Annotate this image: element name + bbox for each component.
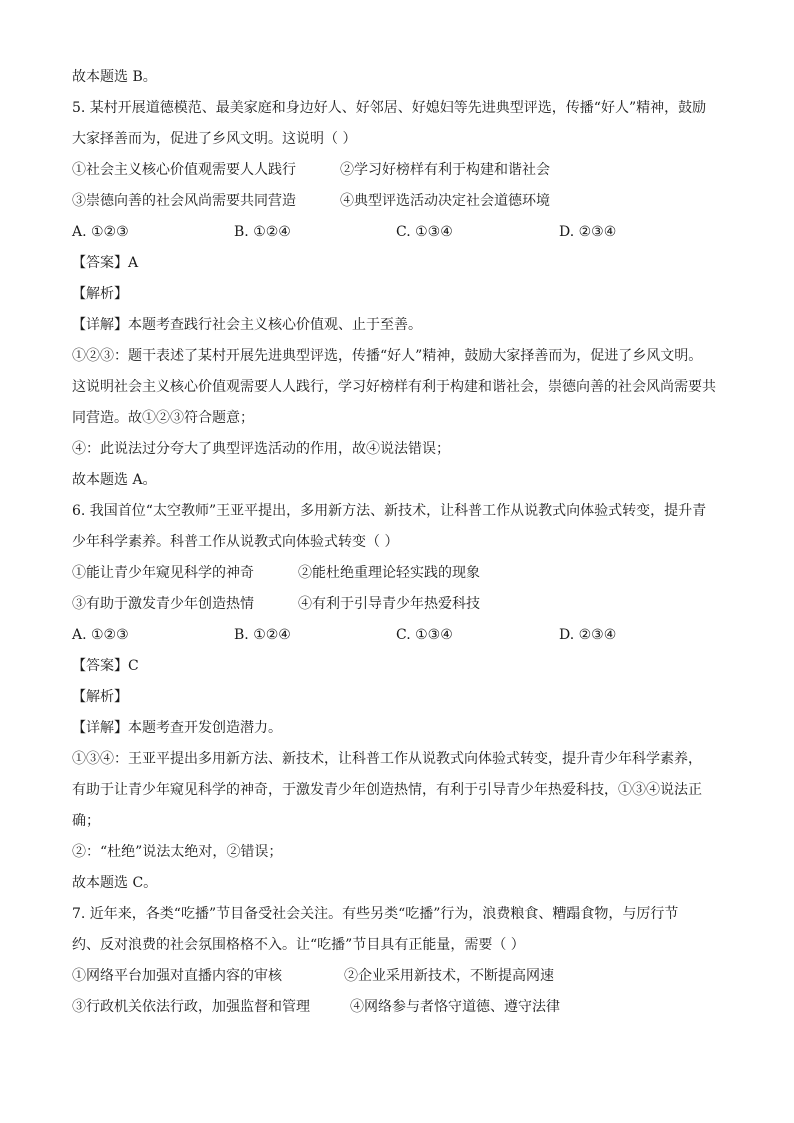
q5-statements-row-1	[72, 155, 732, 186]
document-page	[72, 62, 732, 1023]
q6-answer: 【答案】C	[72, 658, 139, 674]
q6-choice-c: C. ①③④	[396, 627, 453, 643]
question-7-stem: 7. 近年来，各类“吃播”节目备受社会关注。有些另类“吃播”行为，浪费粮食、糟蹋食物，与厉行节	[72, 906, 679, 922]
q6-choice-a: A. ①②③	[72, 627, 129, 643]
question-5-stem-cont: 大家择善而为，促进了乡风文明。这说明（ ）	[72, 131, 357, 147]
q6-conclusion: 故本题选 C。	[72, 875, 158, 891]
q6-explanation: ②：“杜绝”说法太绝对，②错误；	[72, 844, 283, 860]
q5-statement-4: ④典型评选活动决定社会道德环境	[340, 193, 550, 209]
q5-statement-2: ②学习好榜样有利于构建和谐社会	[340, 162, 550, 178]
q5-explanation: 这说明社会主义核心价值观需要人人践行，学习好榜样有利于构建和谐社会，崇德向善的社会风尚需要共	[72, 379, 716, 395]
q5-analysis-heading: 【解析】	[72, 286, 128, 302]
q5-statement-1: ①社会主义核心价值观需要人人践行	[72, 162, 296, 178]
text-line: 故本题选 B。	[72, 69, 157, 85]
q7-statements-row-1	[72, 961, 732, 992]
q6-statement-3: ③有助于激发青少年创造热情	[72, 596, 254, 612]
q6-choice-b: B. ①②④	[234, 627, 291, 643]
q6-statements-row-1	[72, 558, 732, 589]
q5-explanation: ④：此说法过分夸大了典型评选活动的作用，故④说法错误；	[72, 441, 450, 457]
q6-statement-1: ①能让青少年窥见科学的神奇	[72, 565, 254, 581]
q5-choices	[72, 217, 732, 248]
q7-statement-2: ②企业采用新技术，不断提高网速	[344, 968, 554, 984]
q6-explanation: ①③④：王亚平提出多用新方法、新技术，让科普工作从说教式向体验式转变，提升青少年科学素养，	[72, 751, 702, 767]
q5-choice-a: A. ①②③	[72, 224, 129, 240]
q7-statements-row-2	[72, 992, 732, 1023]
q6-explanation: 有助于让青少年窥见科学的神奇，于激发青少年创造热情，有利于引导青少年热爱科技，①③④说法正	[72, 782, 702, 798]
question-5-stem: 5. 某村开展道德模范、最美家庭和身边好人、好邻居、好媳妇等先进典型评选，传播“好人”精神，鼓励	[72, 100, 707, 116]
q6-statements-row-2	[72, 589, 732, 620]
question-6-stem: 6. 我国首位“太空教师”王亚平提出，多用新方法、新技术，让科普工作从说教式向体验式转变，提升青	[72, 503, 707, 519]
q6-detail: 【详解】本题考查开发创造潜力。	[72, 720, 282, 736]
q5-answer: 【答案】A	[72, 255, 139, 271]
q5-statement-3: ③崇德向善的社会风尚需要共同营造	[72, 193, 296, 209]
q7-statement-3: ③行政机关依法行政，加强监督和管理	[72, 999, 310, 1015]
question-6-stem-cont: 少年科学素养。科普工作从说教式向体验式转变（ ）	[72, 534, 399, 550]
q7-statement-4: ④网络参与者恪守道德、遵守法律	[350, 999, 560, 1015]
q5-choice-c: C. ①③④	[396, 224, 453, 240]
q6-explanation: 确；	[72, 813, 100, 829]
question-7-stem-cont: 约、反对浪费的社会氛围格格不入。让“吃播”节目具有正能量，需要（ ）	[72, 937, 525, 953]
q5-explanation: 同营造。故①②③符合题意；	[72, 410, 254, 426]
q6-choices	[72, 620, 732, 651]
q5-choice-d: D. ②③④	[559, 224, 617, 240]
q6-statement-2: ②能杜绝重理论轻实践的现象	[298, 565, 480, 581]
q6-choice-d: D. ②③④	[559, 627, 617, 643]
q5-explanation: ①②③：题干表述了某村开展先进典型评选，传播“好人”精神，鼓励大家择善而为，促进了乡风文明。	[72, 348, 703, 364]
q5-conclusion: 故本题选 A。	[72, 472, 157, 488]
q5-statements-row-2	[72, 186, 732, 217]
q6-statement-4: ④有利于引导青少年热爱科技	[298, 596, 480, 612]
q7-statement-1: ①网络平台加强对直播内容的审核	[72, 968, 282, 984]
q5-choice-b: B. ①②④	[234, 224, 291, 240]
q5-detail: 【详解】本题考查践行社会主义核心价值观、止于至善。	[72, 317, 422, 333]
q6-analysis-heading: 【解析】	[72, 689, 128, 705]
